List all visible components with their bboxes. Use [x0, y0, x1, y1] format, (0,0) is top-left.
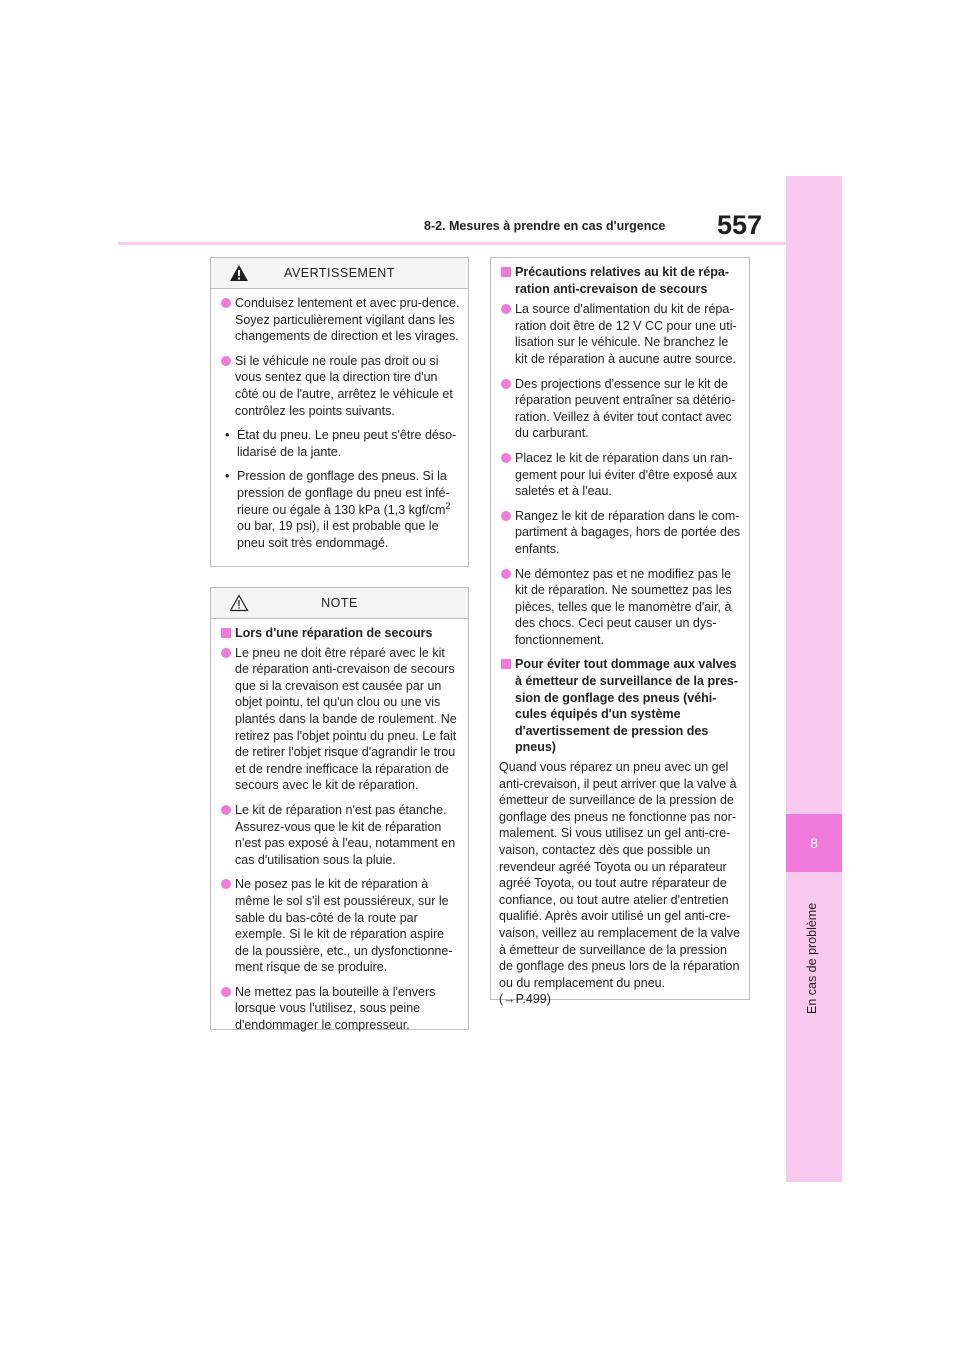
square-bullet-icon [221, 628, 231, 638]
warning-header [211, 258, 468, 289]
bullet-icon [501, 304, 511, 314]
warning-item: Conduisez lentement et avec pru-dence. Soyez particulièrement vigilant dans les changements de direction et les virages. [219, 295, 460, 345]
page-reference-link[interactable]: (→P.499) [499, 992, 551, 1007]
bullet-icon [221, 879, 231, 889]
right-paragraph: Quand vous réparez un pneu avec un gel anti-crevaison, il peut arriver que la valve à émetteur de surveillance de la pression de gonflage des pneus ne fonctionne pas nor-malement. Si vous utilisez un gel anti-cre-vaison, contactez dès que possible un revendeur agréé Toyota ou un réparateur agréé Toyota, ou tout autre réparateur de confiance, ou tout autre atelier d'entretien qualifié. Après avoir utilisé un gel anti-cre-vaison, veillez au remplacement de la valve à émetteur de surveillance de la pression de gonflage des pneus lors de la réparation ou du remplacement du pneu. (→P.499) [499, 760, 741, 1007]
bullet-icon [501, 379, 511, 389]
note-item: Ne posez pas le kit de réparation à même le sol s'il est poussiéreux, sur le sable du bas-côté de la route par exemple. Si le kit de réparation aspire de la poussière, etc., un dysfonctionne-ment risque de se produire. [219, 876, 460, 976]
square-bullet-icon [501, 659, 511, 669]
bullet-icon [221, 298, 231, 308]
square-bullet-icon [501, 267, 511, 277]
right-item: Rangez le kit de réparation dans le com-partiment à bagages, hors de portée des enfants. [499, 508, 741, 558]
right-box [490, 257, 750, 1007]
right-item: La source d'alimentation du kit de répa-ration doit être de 12 V CC pour une uti-lisation sur le véhicule. Ne branchez le kit de réparation à aucune autre source. [499, 301, 741, 367]
note-triangle-icon [229, 594, 249, 612]
header-rule [118, 242, 786, 245]
chapter-title: En cas de problème [805, 902, 819, 1014]
warning-triangle-icon [229, 264, 249, 282]
bullet-icon [221, 805, 231, 815]
bullet-icon [501, 569, 511, 579]
warning-item: Si le véhicule ne roule pas droit ou si vous sentez que la direction tire d'un côté ou de l'autre, arrêtez le véhicule et contrôlez les points suivants. [219, 353, 460, 419]
section-title: 8-2. Mesures à prendre en cas d'urgence [424, 219, 666, 233]
note-heading: Lors d'une réparation de secours [219, 625, 460, 642]
right-item: Des projections d'essence sur le kit de réparation peuvent entraîner sa détério-ration. Veillez à éviter tout contact avec du carburant. [499, 376, 741, 442]
bullet-icon [501, 453, 511, 463]
note-item: Le kit de réparation n'est pas étanche. Assurez-vous que le kit de réparation n'est pas exposé à l'eau, notamment en cas d'utilisation sous la pluie. [219, 802, 460, 868]
note-header [211, 588, 468, 619]
warning-box [210, 257, 469, 567]
note-item: Ne mettez pas la bouteille à l'envers lorsque vous l'utilisez, sous peine d'endommager le compresseur. [219, 984, 460, 1034]
right-heading: Pour éviter tout dommage aux valves à émetteur de surveillance de la pres-sion de gonflage des pneus (véhi-cules équipés d'un système d'avertissement de pression des pneus) [499, 656, 741, 756]
note-item: Le pneu ne doit être réparé avec le kit de réparation anti-crevaison de secours que si la crevaison est causée par un objet pointu, tel qu'un clou ou une vis plantés dans la bande de roulement. Ne retirez pas l'objet pointu du pneu. Le fait de retirer l'objet risque d'agrandir le trou et de rendre inefficace la réparation de secours avec le kit de réparation. [219, 645, 460, 794]
warning-title: AVERTISSEMENT [284, 266, 395, 280]
right-item: Placez le kit de réparation dans un ran-gement pour lui éviter d'être exposé aux saletés et à l'eau. [499, 450, 741, 500]
bullet-icon [221, 987, 231, 997]
right-item: Ne démontez pas et ne modifiez pas le kit de réparation. Ne soumettez pas les pièces, telles que le manomètre d'air, à des chocs. Ceci peut causer un dys-fonctionnement. [499, 566, 741, 649]
bullet-icon [221, 648, 231, 658]
chapter-number: 8 [786, 814, 842, 872]
note-title: NOTE [321, 596, 358, 610]
side-tab [786, 176, 842, 1182]
bullet-icon [221, 356, 231, 366]
note-box [210, 587, 469, 1033]
bullet-icon [501, 511, 511, 521]
warning-subitem: • État du pneu. Le pneu peut s'être déso-lidarisé de la jante. [225, 428, 457, 459]
page-number: 557 [717, 210, 763, 240]
right-heading: Précautions relatives au kit de répa-ration anti-crevaison de secours [499, 264, 741, 297]
warning-subitem: • Pression de gonflage des pneus. Si la pression de gonflage du pneu est infé-rieure ou égale à 130 kPa (1,3 kgf/$cm^2$ ou bar, 19 psi), il est probable que le pneu soit très endommagé. [225, 469, 451, 550]
